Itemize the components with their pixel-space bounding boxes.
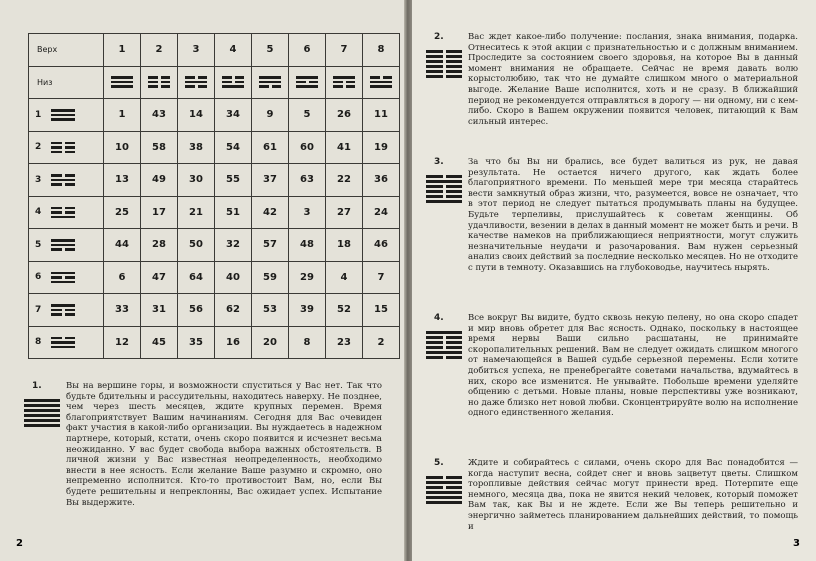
entry-text: Все вокруг Вы видите, будто сквозь некую пелену, но она скоро спадет и мир вновь обретет для Вас ясность. Однако, поскольку в настоящее время нервы Ваши сильно расшатаны, не принимайте скоропалительных решений. Вам не следует ожидать слишком многого от намечающейся в Вашей судьбе серьезной перемены. Если хотите добиться успеха, не пренебрегайте советами начальства, вдумайтесь в них, скоро все изменится. Не унывайте. Побольше времени уделяйте общению с детьми. Новые планы, новые перспективы уже возникают, но даже близко нет новой любви. Сконцентрируйте волю на исполнение одного единственного желания. (468, 313, 798, 419)
trigram-icon (215, 66, 252, 99)
entry-number: 3. (434, 157, 444, 167)
table-cell: 43 (141, 99, 178, 132)
entry-text: За что бы Вы ни брались, все будет валиться из рук, не давая результата. Не остается ничего другого, как ждать более благоприятного времени. По меньшей мере три месяца старайтесь вести замкнутый образ жизни, что, разумеется, вовсе не означает, что в этот период не следует пытаться продумывать планы на будущее. Будьте терпеливы, прислушайтесь к советам женщины. Об удачливости, везении в делах в данный момент не может быть и речи. В качестве намеков на приближающиеся неприятности, могут служить незначительные неудачи и разочарования. Вам нужен серьезный анализ своих действий за последние несколько месяцев. Но не отходите с пути в темноту. Оказавшись на глубоководье, научитесь нырять. (468, 157, 798, 273)
table-cell: 49 (141, 164, 178, 197)
table-cell: 64 (178, 261, 215, 294)
table-cell: 11 (363, 99, 400, 132)
table-cell: 51 (215, 196, 252, 229)
table-cell: 23 (326, 326, 363, 359)
table-cell: 4 (326, 261, 363, 294)
row-header (29, 131, 104, 164)
trigram-icon (51, 272, 75, 284)
row-number: 5 (35, 239, 42, 250)
hexagram-lookup-table (28, 33, 400, 359)
table-cell: 39 (289, 294, 326, 327)
trigram-icon (178, 66, 215, 99)
table-cell: 16 (215, 326, 252, 359)
table-cell: 5 (289, 99, 326, 132)
table-cell: 22 (326, 164, 363, 197)
table-cell: 36 (363, 164, 400, 197)
hexagram-icon (24, 399, 60, 427)
table-cell: 45 (141, 326, 178, 359)
table-cell: 9 (252, 99, 289, 132)
table-cell: 25 (104, 196, 141, 229)
table-cell: 14 (178, 99, 215, 132)
row-header (29, 229, 104, 262)
entry-text: Ждите и собирайтесь с силами, очень скоро для Вас понадобится — когда наступит весна, сойдет снег и вновь зацветут цветы. Слишком торопливые действия сейчас могут принести вред. Потерпите еще немного, месяца два, пока не явится некий человек, который поможет Вам так, как Вы и не ждете. Если же Вы теперь решительно и энергично займетесь планированием дальнейших действий, то помощь и (468, 458, 798, 532)
trigram-icon (326, 66, 363, 99)
entry-text: Вы на вершине горы, и возможности спуститься у Вас нет. Так что будьте бдительны и рассудительны, находитесь наверху. Не позднее, чем через шесть месяцев, ждите крупных перемен. Время благоприятствует Вашим начинаниям. Сегодня для Вас очевиден факт участия в какой-либо организации. Вы нуждаетесь в надежном партнере, который, кстати, очень скоро появится и исчезнет весьма неожиданно. У вас будет свобода выбора важных обстоятельств. В личной жизни у Вас известная неопределенность, необходимо внести в нее ясность. Если желание Ваше разумно и скромно, оно непременно исполнится. Кто-то противостоит Вам, но, если Вы будете решительны и непреклонны, Вас ожидает успех. Испытание Вы выдержите. (66, 381, 382, 508)
row-number: 7 (35, 304, 42, 315)
table-row (29, 326, 400, 359)
table-cell: 35 (178, 326, 215, 359)
table-cell: 20 (252, 326, 289, 359)
column-number: 4 (215, 34, 252, 67)
table-cell: 57 (252, 229, 289, 262)
row-number: 6 (35, 272, 42, 283)
row-number: 1 (35, 109, 42, 120)
table-cell: 33 (104, 294, 141, 327)
top-label: Верх (29, 34, 104, 67)
column-number: 6 (289, 34, 326, 67)
table-cell: 42 (252, 196, 289, 229)
table-cell: 54 (215, 131, 252, 164)
table-cell: 62 (215, 294, 252, 327)
row-number: 3 (35, 174, 42, 185)
column-number: 5 (252, 34, 289, 67)
table-cell: 13 (104, 164, 141, 197)
left-page (0, 0, 404, 561)
trigram-icon (51, 337, 75, 349)
table-row (29, 196, 400, 229)
row-number: 2 (35, 142, 42, 153)
entry-number: 5. (434, 458, 444, 468)
trigram-icon (51, 174, 75, 186)
entry-number: 2. (434, 32, 444, 42)
table-cell: 7 (363, 261, 400, 294)
table-cell: 44 (104, 229, 141, 262)
table-row (29, 294, 400, 327)
table-cell: 21 (178, 196, 215, 229)
column-number: 1 (104, 34, 141, 67)
trigram-icon (289, 66, 326, 99)
trigram-icon (363, 66, 400, 99)
table-cell: 17 (141, 196, 178, 229)
table-cell: 19 (363, 131, 400, 164)
table-cell: 27 (326, 196, 363, 229)
row-header (29, 326, 104, 359)
trigram-header-row (29, 66, 400, 99)
table-cell: 58 (141, 131, 178, 164)
row-header (29, 294, 104, 327)
hexagram-icon (426, 331, 462, 359)
trigram-icon (51, 109, 75, 121)
trigram-icon (252, 66, 289, 99)
column-number: 8 (363, 34, 400, 67)
hexagram-icon (426, 175, 462, 203)
table-cell: 41 (326, 131, 363, 164)
table-row (29, 99, 400, 132)
column-number: 3 (178, 34, 215, 67)
entry-1 (32, 381, 382, 508)
row-header (29, 99, 104, 132)
row-header (29, 164, 104, 197)
right-page (412, 0, 816, 561)
entry-5 (434, 458, 798, 532)
column-number: 7 (326, 34, 363, 67)
trigram-icon (51, 304, 75, 316)
entry-number: 1. (32, 381, 42, 391)
trigram-icon (51, 207, 75, 219)
column-number: 2 (141, 34, 178, 67)
table-cell: 34 (215, 99, 252, 132)
entry-4 (434, 313, 798, 419)
table-cell: 1 (104, 99, 141, 132)
table-cell: 53 (252, 294, 289, 327)
table-cell: 38 (178, 131, 215, 164)
table-cell: 37 (252, 164, 289, 197)
table-cell: 29 (289, 261, 326, 294)
table-cell: 46 (363, 229, 400, 262)
table-cell: 47 (141, 261, 178, 294)
table-cell: 56 (178, 294, 215, 327)
page-number-right: 3 (793, 538, 800, 549)
entry-3 (434, 157, 798, 274)
table-header-row (29, 34, 400, 67)
table-row (29, 131, 400, 164)
entry-text: Вас ждет какое-либо получение: послания, знака внимания, подарка. Отнеситесь к этой акции с признательностью и с должным вниманием. Проследите за состоянием своего здоровья, на которое Вы в данный момент внимания не обращаете. Сейчас не время давать волю корыстолюбию, так что не думайте слишком много о материальной выгоде. Желание Ваше исполнится, хоть и не сразу. В ближайший период не рекомендуется отправляться в дорогу — ни одному, ни с кем-либо. Скоро в Вашем окружении появится человек, питающий к Вам сильный интерес. (468, 32, 798, 127)
table-row (29, 164, 400, 197)
table-cell: 26 (326, 99, 363, 132)
hexagram-icon (426, 50, 462, 78)
table-cell: 24 (363, 196, 400, 229)
entry-number: 4. (434, 313, 444, 323)
table-cell: 32 (215, 229, 252, 262)
table-cell: 52 (326, 294, 363, 327)
row-number: 8 (35, 337, 42, 348)
table-cell: 28 (141, 229, 178, 262)
table-cell: 40 (215, 261, 252, 294)
table-cell: 59 (252, 261, 289, 294)
table-cell: 18 (326, 229, 363, 262)
trigram-icon (51, 239, 75, 251)
table-row (29, 229, 400, 262)
table-cell: 48 (289, 229, 326, 262)
table-row (29, 261, 400, 294)
table-cell: 8 (289, 326, 326, 359)
table-cell: 6 (104, 261, 141, 294)
table-cell: 31 (141, 294, 178, 327)
table-cell: 30 (178, 164, 215, 197)
table-cell: 61 (252, 131, 289, 164)
trigram-icon (104, 66, 141, 99)
table-cell: 60 (289, 131, 326, 164)
row-header (29, 261, 104, 294)
table-cell: 3 (289, 196, 326, 229)
row-number: 4 (35, 207, 42, 218)
table-cell: 12 (104, 326, 141, 359)
book-spine (404, 0, 412, 561)
table-cell: 63 (289, 164, 326, 197)
table-cell: 10 (104, 131, 141, 164)
table-cell: 50 (178, 229, 215, 262)
table-cell: 55 (215, 164, 252, 197)
page-number-left: 2 (16, 538, 23, 549)
trigram-icon (51, 142, 75, 154)
table-cell: 15 (363, 294, 400, 327)
hexagram-icon (426, 476, 462, 504)
table-cell: 2 (363, 326, 400, 359)
trigram-icon (141, 66, 178, 99)
bottom-label: Низ (29, 66, 104, 99)
row-header (29, 196, 104, 229)
entry-2 (434, 32, 798, 127)
